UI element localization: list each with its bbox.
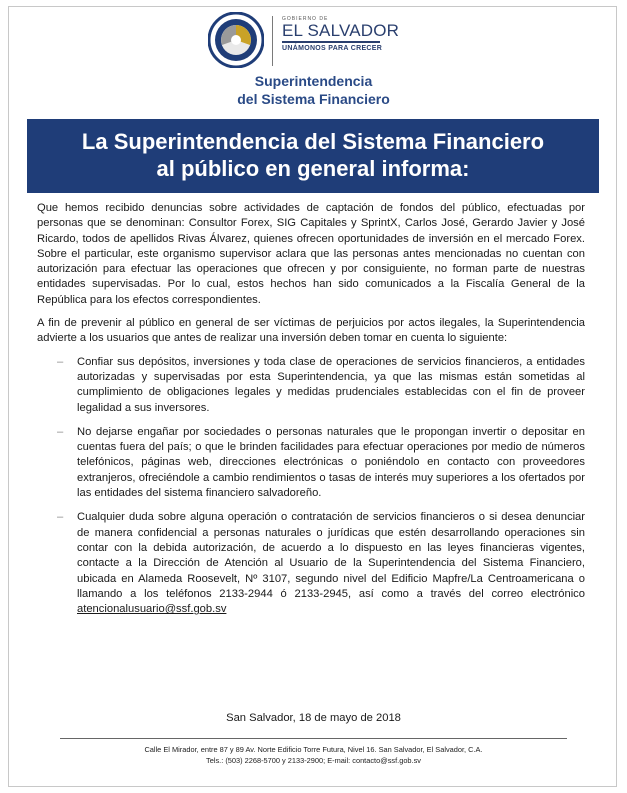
footer-address: Calle El Mirador, entre 87 y 89 Av. Norte Edificio Torre Futura, Nivel 16. San Salvador, El Salvador, C.A. [144,745,483,754]
dash-bullet: – [57,355,64,368]
notice-body [37,201,585,626]
list-item [37,355,585,416]
footer-divider [60,738,567,739]
org-name-line1: Superintendencia [254,73,373,89]
footer [0,744,627,766]
list-item [37,425,585,501]
paragraph-warning: A fin de prevenir al público en general de ser víctimas de perjuicios por actos ilegales, la Superintendencia advierte a los usuarios que antes de realizar una inversión deben tomar en cuenta lo siguiente: [37,317,585,345]
ssf-seal-logo [208,12,264,68]
organization-name [0,72,627,108]
recommendations-list [37,355,585,618]
paragraph-complaints: Que hemos recibido denuncias sobre actividades de captación de fondos del público, efectuadas por personas que se denominan: Consultor Forex, SIG Capitales y SprintX, Carlos José, Gerardo Javier y José Ricardo, todos de apellidos Rivas Álvarez, quienes ofrecen oportunidades de inversión en el mercado Forex. Sobre el particular, este organismo supervisor aclara que las personas antes mencionadas no cuentan con autorización para efectuar las operaciones que ofrecen y por consiguiente, no forman parte de nuestras entidades supervisadas. Por lo cual, estos hechos han sido comunicados a la Fiscalía General de la República para los efectos correspondientes. [37,202,585,306]
dash-bullet: – [57,425,64,438]
list-item [37,510,585,617]
gov-underline [282,41,380,43]
government-logo [282,16,482,52]
dash-bullet: – [57,511,64,524]
gov-motto: UNÁMONOS PARA CRECER [282,45,383,52]
footer-contact: Tels.: (503) 2268-5700 y 2133-2900; E-mail: contacto@ssf.gob.sv [206,756,421,765]
gov-prefix: GOBIERNO DE [282,16,329,22]
list-item-text: Cualquier duda sobre alguna operación o contratación de servicios financieros o si desea denunciar de manera confidencial a personas naturales o jurídicas que estén desarrollando operaciones sin contar con la debida autorización, de acuerdo a lo dispuesto en las leyes financieras vigentes, contacte a la Dirección de Atención al Usuario de la Superintendencia del Sistema Financiero, ubicada en Alameda Roosevelt, Nº 3107, segundo nivel del Edificio Mapfre/La Centroamericana o llamando a los teléfonos 2133-2944 ó 2133-2945, así como a través del correo electrónico [77,511,585,600]
banner-line2: al público en general informa: [156,156,470,181]
org-name-line2: del Sistema Financiero [237,91,390,107]
date-signoff: San Salvador, 18 de mayo de 2018 [226,712,401,724]
gov-name: EL SALVADOR [282,21,400,40]
list-item-text: No dejarse engañar por sociedades o personas naturales que le propongan invertir o depositar en cuentas fuera del país; o que le brinden facilidades para efectuar operaciones por medio de números telefónicos, páginas web, direcciones electrónicas o poniéndolo en contacto con proveedores extranjeros, ofreciéndole a cambio rendimientos o tasas de interés muy superiores a los ofertados por las entidades del sistema financiero salvadoreño. [77,425,585,500]
contact-email-link[interactable]: atencionalusuario@ssf.gob.sv [77,603,227,616]
header-divider [272,16,273,66]
banner-line1: La Superintendencia del Sistema Financiero [81,129,545,154]
header [0,10,627,70]
title-banner [27,119,599,193]
list-item-text: Confiar sus depósitos, inversiones y toda clase de operaciones de servicios financieros, a entidades autorizadas y supervisadas por esta Superintendencia, ya que las mismas están sometidas al cumplimiento de obligaciones legales y medidas prudenciales establecidas con el fin de proveer legalidad a sus inversores. [77,355,585,414]
